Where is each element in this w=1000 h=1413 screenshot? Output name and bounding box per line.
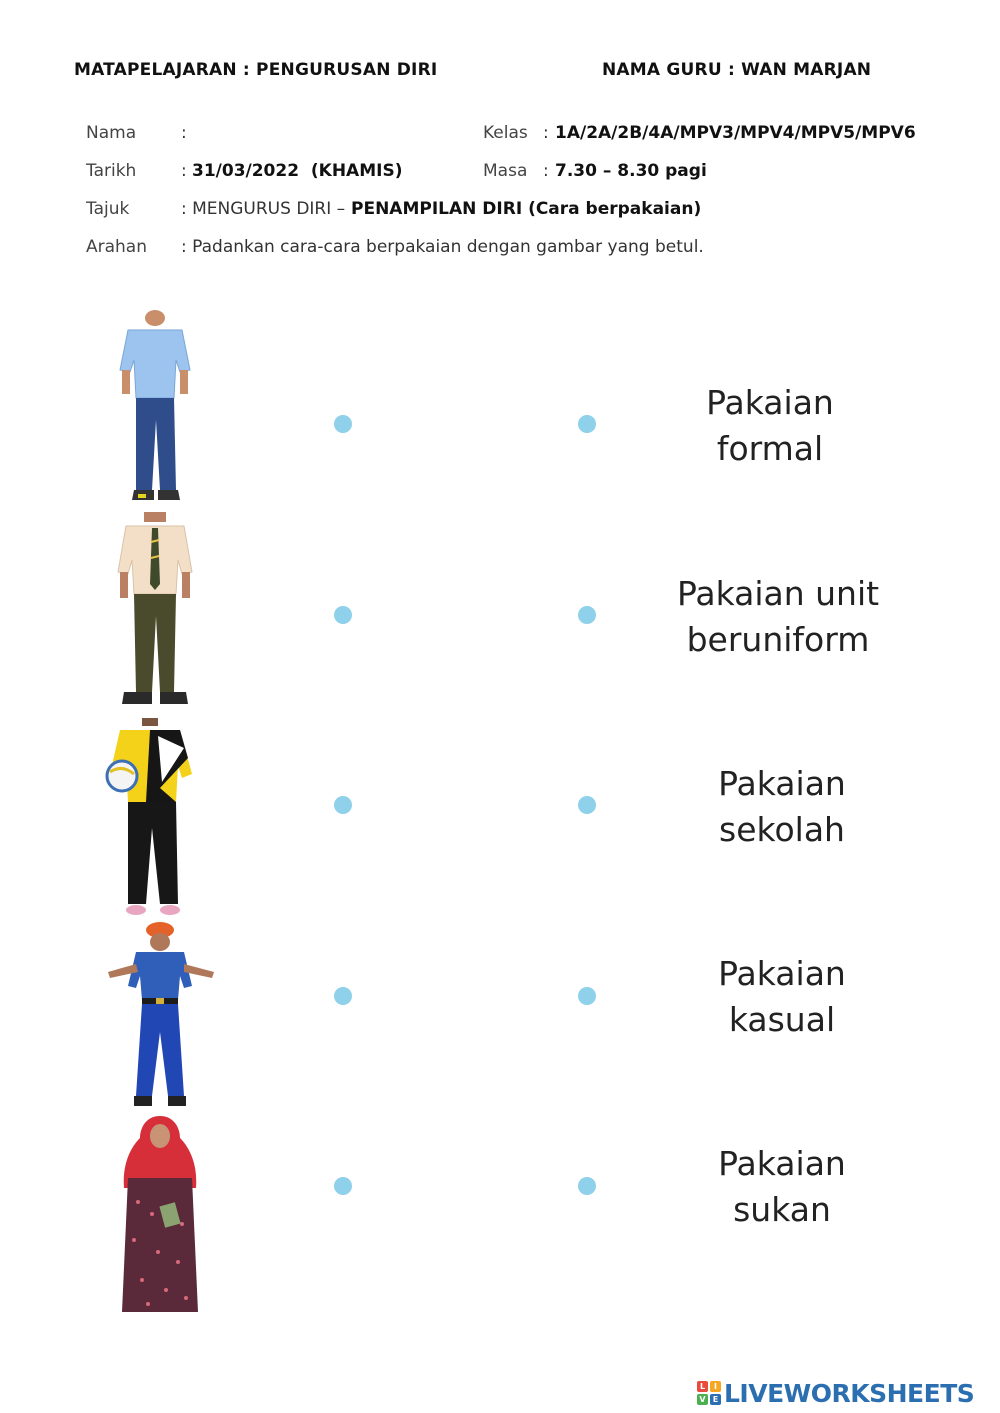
sports-outfit-figure [100,718,200,918]
nama-separator: : [181,123,187,143]
arahan-value: : Padankan cara-cara berpakaian dengan gambar yang betul. [181,237,704,257]
arahan-label: Arahan [86,237,148,257]
formal-outfit-figure [118,1112,202,1318]
answer-label-5-line2: sukan [733,1190,831,1229]
tarikh-value: 31/03/2022 (KHAMIS) [192,161,403,181]
tajuk-prefix: : MENGURUS DIRI – [181,199,351,219]
tarikh-separator: : [181,161,187,181]
answer-label-5-line1: Pakaian [718,1144,846,1183]
liveworksheets-brand[interactable] [697,1378,974,1408]
nama-label: Nama [86,123,137,143]
answer-label-2-line1: Pakaian unit [676,574,880,613]
right-dot-2[interactable] [578,606,596,624]
right-dot-5[interactable] [578,1177,596,1195]
logo-tile-l: L [697,1381,708,1392]
answer-label-4 [662,951,902,1043]
answer-label-3-line2: sekolah [719,810,845,849]
kelas-separator: : [543,123,549,143]
uniformed-unit-figure [104,920,218,1110]
tarikh-label: Tarikh [86,161,137,181]
subject-heading: MATAPELAJARAN : PENGURUSAN DIRI [74,60,438,80]
logo-tile-e: E [710,1394,721,1405]
answer-label-3 [662,761,902,853]
masa-value: 7.30 – 8.30 pagi [555,161,707,181]
left-dot-4[interactable] [334,987,352,1005]
answer-label-2-line2: beruniform [686,620,870,659]
right-dot-3[interactable] [578,796,596,814]
answer-label-5 [662,1141,902,1233]
logo-tile-i: I [710,1381,721,1392]
tajuk-label: Tajuk [86,199,130,219]
answer-label-1-line2: formal [716,429,824,468]
answer-label-2 [658,571,898,663]
answer-label-3-line1: Pakaian [718,764,846,803]
left-dot-3[interactable] [334,796,352,814]
answer-label-4-line1: Pakaian [718,954,846,993]
answer-label-1 [650,380,890,472]
teacher-heading: NAMA GURU : WAN MARJAN [602,60,872,80]
logo-tile-v: V [697,1394,708,1405]
left-dot-2[interactable] [334,606,352,624]
left-dot-1[interactable] [334,415,352,433]
answer-label-1-line1: Pakaian [706,383,834,422]
tajuk-value: PENAMPILAN DIRI (Cara berpakaian) [351,199,702,219]
right-dot-4[interactable] [578,987,596,1005]
right-dot-1[interactable] [578,415,596,433]
liveworksheets-wordmark: LIVEWORKSHEETS [724,1378,975,1408]
kelas-label: Kelas [483,123,528,143]
liveworksheets-logo-icon [697,1381,721,1405]
masa-label: Masa [483,161,528,181]
school-uniform-figure [110,512,200,712]
left-dot-5[interactable] [334,1177,352,1195]
masa-separator: : [543,161,549,181]
answer-label-4-line2: kasual [728,1000,836,1039]
kelas-value: 1A/2A/2B/4A/MPV3/MPV4/MPV5/MPV6 [555,123,916,143]
casual-outfit-figure [110,310,200,510]
